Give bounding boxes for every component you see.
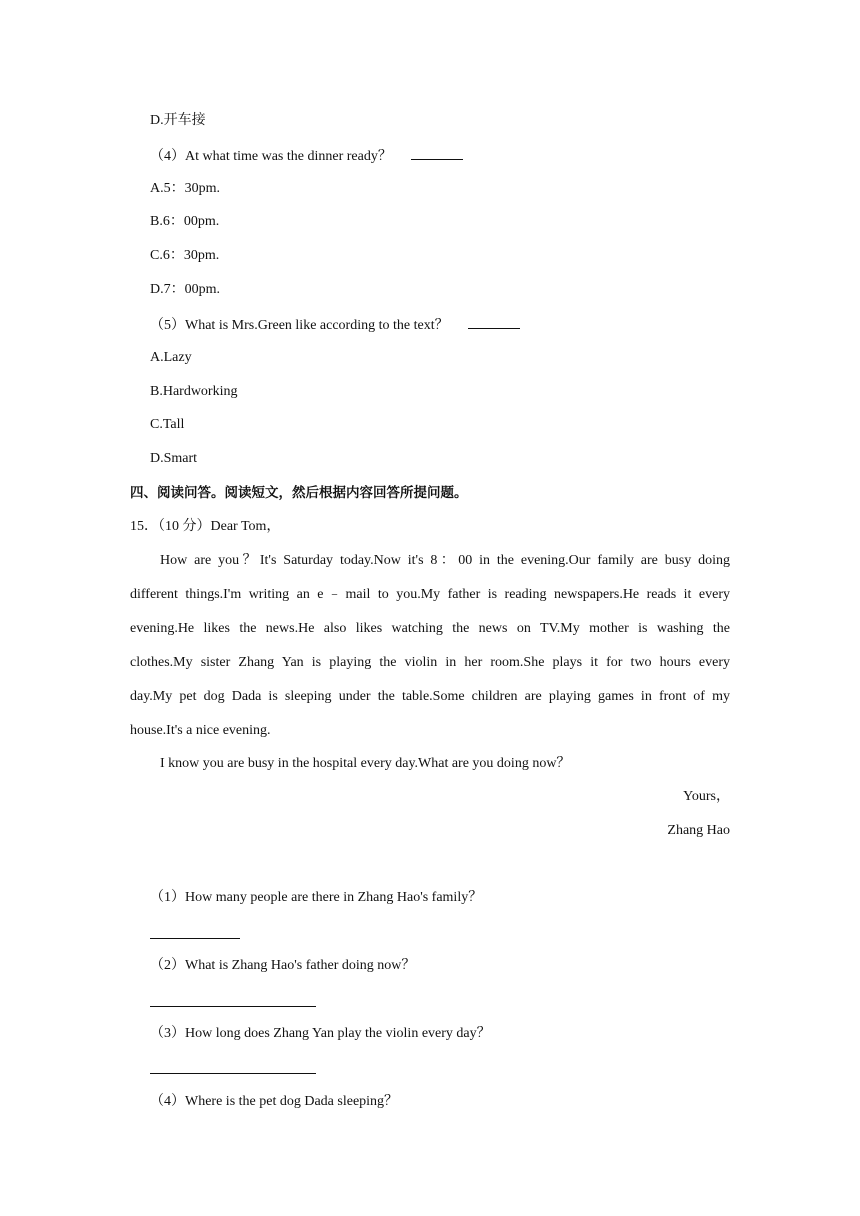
- passage-line: day.My pet dog Dada is sleeping under the table.Some children are playing games in front of my: [130, 689, 730, 704]
- answer-blank[interactable]: [411, 145, 463, 160]
- option-d-prev: D.开车接: [150, 113, 206, 128]
- passage-line: clothes.My sister Zhang Yan is playing the violin in her room.She plays it for two hours every: [130, 655, 730, 670]
- answer-line[interactable]: [150, 1073, 316, 1074]
- option-b: B.Hardworking: [150, 384, 238, 399]
- letter-closing: Yours，: [683, 789, 730, 804]
- letter-signature: Zhang Hao: [667, 823, 730, 838]
- question-5-text: （5）What is Mrs.Green like according to the text？: [150, 318, 449, 333]
- option-d: D.Smart: [150, 451, 198, 466]
- option-b: B.6：00pm.: [150, 214, 220, 229]
- question-1: （1）How many people are there in Zhang Hao's family？: [150, 890, 483, 905]
- question-5: [150, 314, 520, 336]
- option-c: C.Tall: [150, 417, 185, 432]
- passage-line: different things.I'm writing an e﹣mail to you.My father is reading newspapers.He reads it every: [130, 587, 730, 602]
- passage-header: 15．（10 分）Dear Tom，: [130, 519, 281, 534]
- option-d: D.7：00pm.: [150, 282, 220, 297]
- option-a: A.Lazy: [150, 350, 192, 365]
- section-title: 四、阅读问答。阅读短文，然后根据内容回答所提问题。: [130, 485, 468, 501]
- option-c: C.6：30pm.: [150, 248, 220, 263]
- question-4: [150, 145, 463, 167]
- passage-line: house.It's a nice evening.: [130, 723, 271, 738]
- answer-blank[interactable]: [468, 314, 520, 329]
- passage-paragraph-2: I know you are busy in the hospital every day.What are you doing now？: [160, 756, 571, 771]
- question-3: （3）How long does Zhang Yan play the violin every day？: [150, 1026, 491, 1041]
- answer-line[interactable]: [150, 938, 240, 939]
- question-2: （2）What is Zhang Hao's father doing now？: [150, 958, 416, 973]
- option-a: A.5：30pm.: [150, 181, 220, 196]
- passage-line: evening.He likes the news.He also likes watching the news on TV.My mother is washing the: [130, 621, 730, 636]
- passage-paragraph-1: [130, 544, 730, 748]
- answer-line[interactable]: [150, 1006, 316, 1007]
- question-4-reading: （4）Where is the pet dog Dada sleeping？: [150, 1094, 399, 1109]
- passage-line: How are you？It's Saturday today.Now it's 8：00 in the evening.Our family are busy doing: [160, 553, 730, 568]
- question-4-text: （4）At what time was the dinner ready？: [150, 149, 392, 164]
